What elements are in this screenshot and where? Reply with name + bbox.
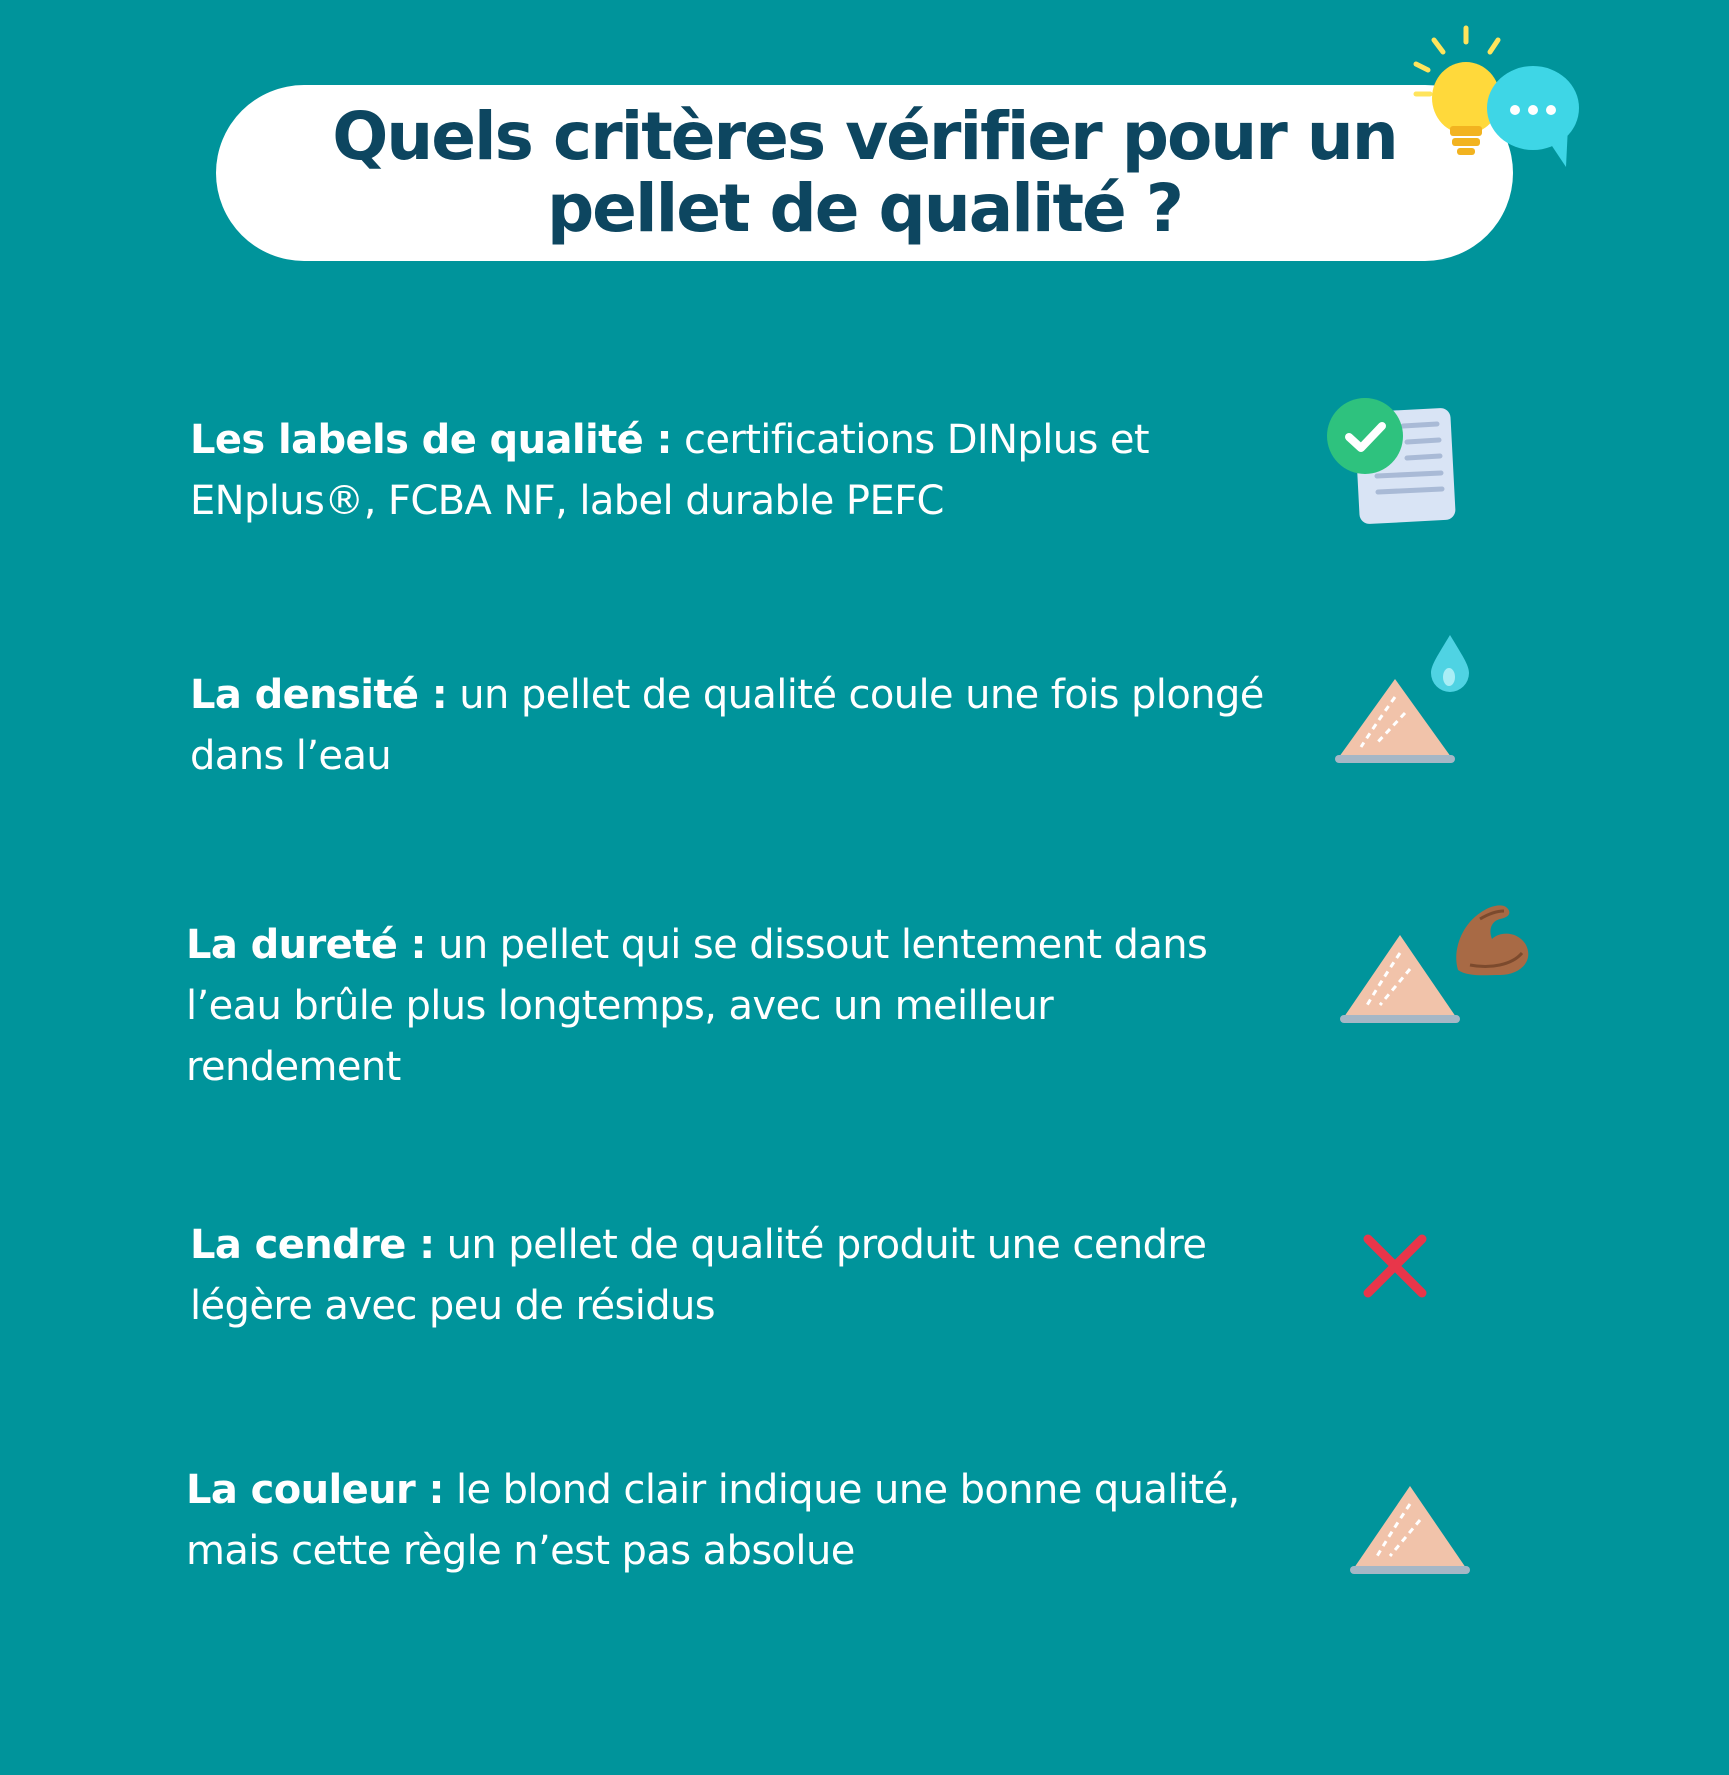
criterion-description: un pellet de qualité produit une cendre légère avec peu de résidus [190, 1222, 1207, 1329]
page-title-line-2: pellet de qualité ? [546, 170, 1183, 247]
title-banner [216, 85, 1513, 261]
criterion-labels [0, 380, 1729, 580]
criterion-label: Les labels de qualité : [190, 417, 672, 463]
criterion-label: La couleur : [186, 1467, 444, 1513]
criterion-density [0, 635, 1729, 835]
pellet-pile-icon [1350, 1484, 1475, 1579]
criterion-ash [0, 1215, 1729, 1415]
criterion-label: La cendre : [190, 1222, 435, 1268]
pellet-pile-water-drop-icon [1335, 635, 1475, 770]
criterion-label: La densité : [190, 672, 448, 718]
page-title-line-1: Quels critères vérifier pour un [332, 98, 1397, 175]
pellet-pile-muscle-icon [1340, 895, 1535, 1030]
criterion-description: un pellet de qualité coule une fois plongé dans l’eau [190, 672, 1264, 779]
criterion-hardness [0, 885, 1729, 1090]
criterion-description: le blond clair indique une bonne qualité, mais cette règle n’est pas absolue [186, 1467, 1240, 1574]
criterion-description: certifications DINplus et ENplus®, FCBA NF, label durable PEFC [190, 417, 1149, 524]
lightbulb-speech-bubble-icon [1400, 22, 1585, 172]
criterion-label: La dureté : [186, 922, 426, 968]
criterion-description: un pellet qui se dissout lentement dans l’eau brûle plus longtemps, avec un meilleur rendement [186, 922, 1208, 1090]
criterion-color [0, 1460, 1729, 1660]
red-cross-icon [1362, 1233, 1428, 1299]
certified-document-icon [1325, 390, 1460, 530]
